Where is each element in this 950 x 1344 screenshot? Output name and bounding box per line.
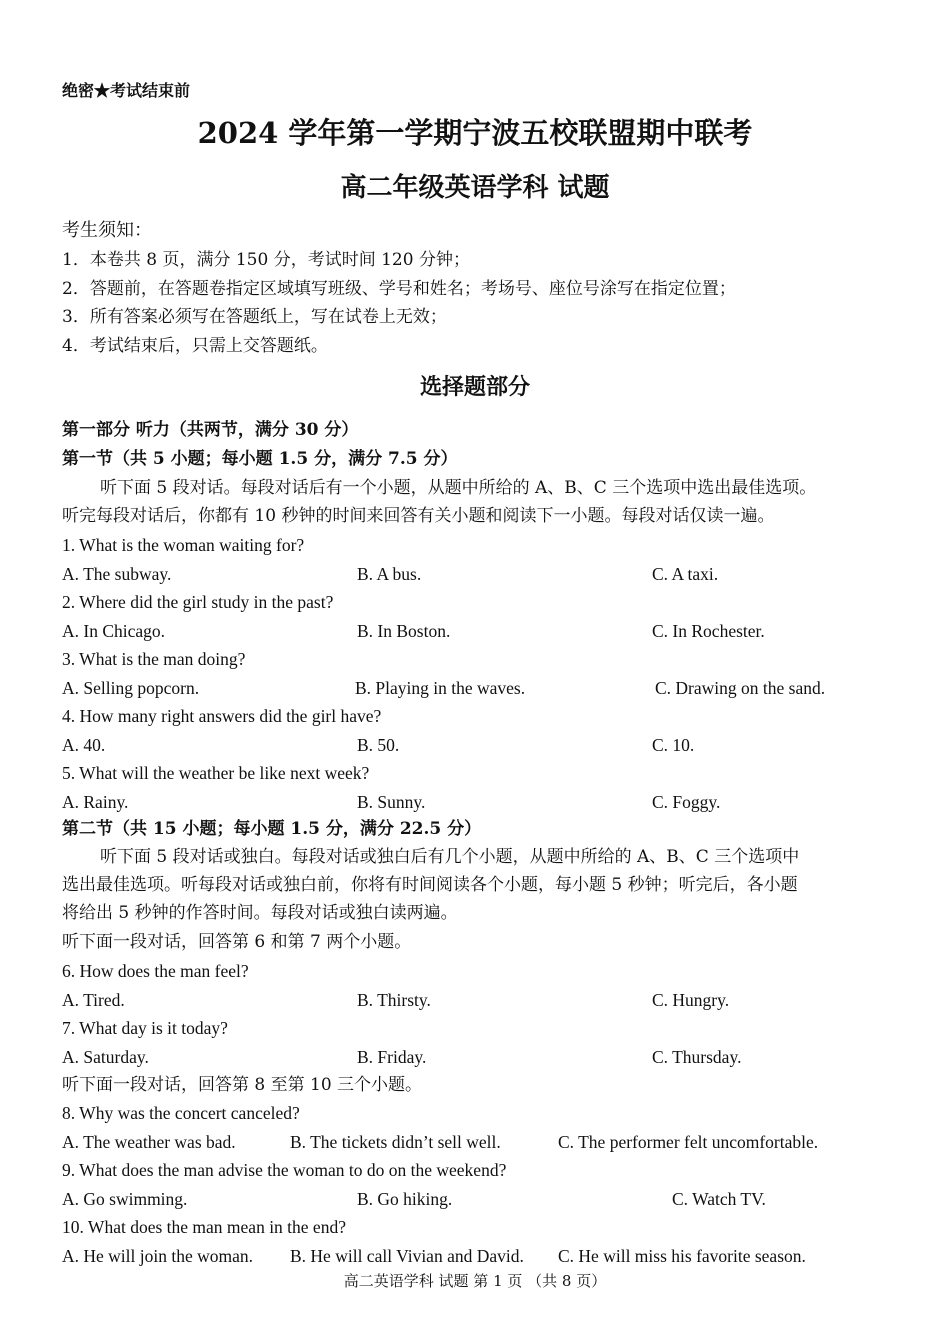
question-7: 7. What day is it today? — [62, 1018, 228, 1038]
option-1b: B. A bus. — [357, 564, 422, 584]
option-3a: A. Selling popcorn. — [62, 678, 200, 698]
section2-instructions: 选出最佳选项。听每段对话或独白前，你将有时间阅读各个小题，每小题 5 秒钟；听完后，各小题 — [62, 875, 798, 895]
question-1: 1. What is the woman waiting for? — [62, 535, 305, 555]
option-9a: A. Go swimming. — [62, 1189, 188, 1209]
option-4b: B. 50. — [357, 735, 400, 755]
notice-heading: 考生须知： — [62, 220, 152, 241]
option-9c: C. Watch TV. — [672, 1189, 766, 1209]
option-7b: B. Friday. — [357, 1047, 427, 1067]
question-3: 3. What is the man doing? — [62, 649, 246, 669]
part-heading: 第一部分 听力（共两节，满分 30 分） — [62, 420, 359, 440]
option-8b: B. The tickets didn’t sell well. — [290, 1132, 501, 1152]
question-2: 2. Where did the girl study in the past? — [62, 592, 334, 612]
option-9b: B. Go hiking. — [357, 1189, 453, 1209]
question-10: 10. What does the man mean in the end? — [62, 1217, 346, 1237]
exam-title: 2024 学年第一学期宁波五校联盟期中联考 — [197, 116, 753, 150]
option-5c: C. Foggy. — [652, 792, 721, 812]
option-5b: B. Sunny. — [357, 792, 426, 812]
notice-item: 4．考试结束后，只需上交答题纸。 — [62, 336, 328, 356]
option-2c: C. In Rochester. — [652, 621, 765, 641]
option-7a: A. Saturday. — [62, 1047, 149, 1067]
section1-instructions: 听完每段对话后，你都有 10 秒钟的时间来回答有关小题和阅读下一小题。每段对话仅读一遍。 — [62, 506, 775, 526]
notice-item: 3．所有答案必须写在答题纸上，写在试卷上无效； — [62, 307, 447, 327]
option-6b: B. Thirsty. — [357, 990, 431, 1010]
notice-item: 2．答题前，在答题卷指定区域填写班级、学号和姓名；考场号、座位号涂写在指定位置； — [62, 279, 736, 299]
section2-heading: 第二节（共 15 小题；每小题 1.5 分，满分 22.5 分） — [62, 819, 482, 839]
section2-instructions: 听下面 5 段对话或独白。每段对话或独白后有几个小题，从题中所给的 A、B、C 三个选项中 — [100, 847, 800, 867]
option-10a: A. He will join the woman. — [62, 1246, 254, 1266]
option-3b: B. Playing in the waves. — [355, 678, 526, 698]
option-10b: B. He will call Vivian and David. — [290, 1246, 524, 1266]
option-4c: C. 10. — [652, 735, 695, 755]
section1-heading: 第一节（共 5 小题；每小题 1.5 分，满分 7.5 分） — [62, 449, 458, 469]
option-2a: A. In Chicago. — [62, 621, 166, 641]
option-6a: A. Tired. — [62, 990, 125, 1010]
option-8c: C. The performer felt uncomfortable. — [558, 1132, 819, 1152]
option-6c: C. Hungry. — [652, 990, 730, 1010]
option-5a: A. Rainy. — [62, 792, 129, 812]
option-4a: A. 40. — [62, 735, 106, 755]
option-7c: C. Thursday. — [652, 1047, 742, 1067]
question-9: 9. What does the man advise the woman to do on the weekend? — [62, 1160, 507, 1180]
section1-instructions: 听下面 5 段对话。每段对话后有一个小题，从题中所给的 A、B、C 三个选项中选出最佳选项。 — [100, 478, 817, 498]
section-title: 选择题部分 — [419, 374, 530, 400]
question-8: 8. Why was the concert canceled? — [62, 1103, 300, 1123]
group-instruction: 听下面一段对话，回答第 6 和第 7 两个小题。 — [62, 932, 412, 952]
question-5: 5. What will the weather be like next week? — [62, 763, 370, 783]
group-instruction: 听下面一段对话，回答第 8 至第 10 三个小题。 — [62, 1075, 423, 1095]
notice-item: 1．本卷共 8 页，满分 150 分，考试时间 120 分钟； — [62, 250, 470, 270]
exam-subtitle: 高二年级英语学科 试题 — [340, 173, 610, 203]
option-2b: B. In Boston. — [357, 621, 451, 641]
question-6: 6. How does the man feel? — [62, 961, 249, 981]
option-1c: C. A taxi. — [652, 564, 719, 584]
page-footer: 高二英语学科 试题 第 1 页 （共 8 页） — [343, 1272, 607, 1290]
confidential-mark: 绝密★考试结束前 — [62, 81, 191, 100]
section2-instructions: 将给出 5 秒钟的作答时间。每段对话或独白读两遍。 — [62, 903, 458, 923]
option-3c: C. Drawing on the sand. — [655, 678, 826, 698]
option-8a: A. The weather was bad. — [62, 1132, 236, 1152]
option-10c: C. He will miss his favorite season. — [558, 1246, 806, 1266]
option-1a: A. The subway. — [62, 564, 172, 584]
question-4: 4. How many right answers did the girl have? — [62, 706, 382, 726]
